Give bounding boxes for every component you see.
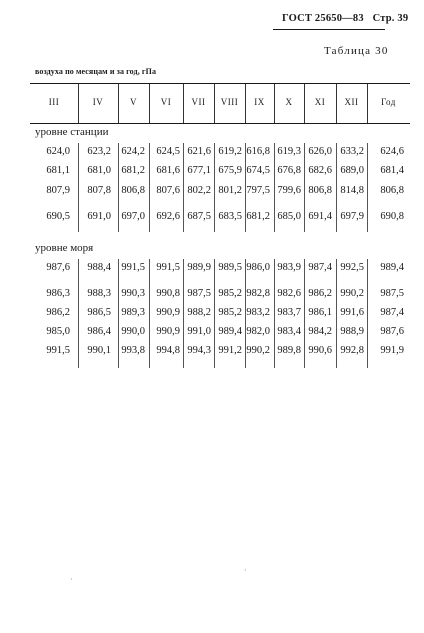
column-header: XI [314, 97, 326, 107]
table-cell: 687,5 [187, 211, 211, 222]
table-cell: 986,2 [46, 307, 70, 318]
table-cell: 989,3 [121, 307, 145, 318]
table-cell: 983,7 [277, 307, 301, 318]
table-cell: 991,5 [121, 262, 145, 273]
header-bottom-rule [30, 123, 410, 124]
table-cell: 807,9 [46, 185, 70, 196]
table-cell: 685,0 [277, 211, 301, 222]
table-cell: 990,0 [121, 326, 145, 337]
table-cell: 982,0 [246, 326, 270, 337]
column-header: VIII [220, 97, 239, 107]
table-cell: 986,3 [46, 288, 70, 299]
table-cell: 987,5 [187, 288, 211, 299]
table-cell: 990,3 [121, 288, 145, 299]
column-header: VII [191, 97, 206, 107]
table-cell: 990,6 [308, 345, 332, 356]
table-cell: 682,6 [308, 165, 332, 176]
column-header: III [48, 97, 60, 107]
column-header: XII [344, 97, 359, 107]
table-cell: 990,2 [246, 345, 270, 356]
table-cell: 697,9 [340, 211, 364, 222]
table-cell: 983,4 [277, 326, 301, 337]
table-cell: 623,2 [87, 146, 111, 157]
table-cell: 986,5 [87, 307, 111, 318]
table-cell: 991,2 [218, 345, 242, 356]
table-cell: 691,0 [87, 211, 111, 222]
table-cell: 994,3 [187, 345, 211, 356]
table-cell: 992,5 [340, 262, 364, 273]
table-cell: 987,4 [308, 262, 332, 273]
table-cell: 624,2 [121, 146, 145, 157]
table-subtitle: воздуха по месяцам и за год, гПа [35, 67, 157, 76]
column-header: IX [254, 97, 265, 107]
table-cell: 697,0 [121, 211, 145, 222]
table-cell: 990,8 [156, 288, 180, 299]
table-cell: 676,8 [277, 165, 301, 176]
table-cell: 674,5 [246, 165, 270, 176]
table-cell: 991,0 [187, 326, 211, 337]
table-cell: 692,6 [156, 211, 180, 222]
table-cell: 616,8 [246, 146, 270, 157]
table-cell: 993,8 [121, 345, 145, 356]
table-cell: 619,2 [218, 146, 242, 157]
table-cell: 994,8 [156, 345, 180, 356]
table-cell: 626,0 [308, 146, 332, 157]
table-cell: 988,9 [340, 326, 364, 337]
table-cell: 989,4 [218, 326, 242, 337]
table-cell: 983,9 [277, 262, 301, 273]
table-cell: 990,1 [87, 345, 111, 356]
table-cell: 991,6 [340, 307, 364, 318]
table-cell: 992,8 [340, 345, 364, 356]
table-cell: 799,6 [277, 185, 301, 196]
table-cell: 985,0 [46, 326, 70, 337]
table-cell: 988,3 [87, 288, 111, 299]
table-cell: 985,2 [218, 307, 242, 318]
column-header: VI [160, 97, 172, 107]
table-cell: 689,0 [340, 165, 364, 176]
table-cell: 989,5 [218, 262, 242, 273]
table-cell: 681,6 [156, 165, 180, 176]
table-cell: 621,6 [187, 146, 211, 157]
table-cell: 802,2 [187, 185, 211, 196]
scan-speck: · [244, 566, 247, 575]
table-cell: 988,4 [87, 262, 111, 273]
column-header: X [285, 97, 293, 107]
table-cell: 806,8 [380, 185, 404, 196]
column-header: Год [381, 97, 396, 107]
column-header: V [130, 97, 137, 107]
table-cell: 987,6 [46, 262, 70, 273]
table-cell: 806,8 [121, 185, 145, 196]
table-cell: 991,9 [380, 345, 404, 356]
table-top-rule [30, 83, 410, 84]
section-label: уровне моря [35, 242, 94, 254]
table-cell: 990,2 [340, 288, 364, 299]
table-cell: 806,8 [308, 185, 332, 196]
table-cell: 986,2 [308, 288, 332, 299]
table-cell: 681,4 [380, 165, 404, 176]
table-cell: 983,2 [246, 307, 270, 318]
table-cell: 691,4 [308, 211, 332, 222]
page-header [282, 13, 408, 24]
table-cell: 681,2 [121, 165, 145, 176]
table-cell: 990,9 [156, 307, 180, 318]
table-cell: 677,1 [187, 165, 211, 176]
table-cell: 797,5 [246, 185, 270, 196]
column-header: IV [92, 97, 104, 107]
table-cell: 986,4 [87, 326, 111, 337]
table-cell: 690,8 [380, 211, 404, 222]
table-cell: 988,2 [187, 307, 211, 318]
header-rule [273, 29, 385, 30]
table-cell: 982,6 [277, 288, 301, 299]
table-cell: 985,2 [218, 288, 242, 299]
table-cell: 987,5 [380, 288, 404, 299]
standard-number: ГОСТ 25650—83 [282, 13, 364, 24]
table-cell: 619,3 [277, 146, 301, 157]
table-cell: 986,1 [308, 307, 332, 318]
table-cell: 989,8 [277, 345, 301, 356]
table-cell: 801,2 [218, 185, 242, 196]
table-cell: 989,9 [187, 262, 211, 273]
table-cell: 984,2 [308, 326, 332, 337]
table-cell: 624,0 [46, 146, 70, 157]
table-cell: 681,0 [87, 165, 111, 176]
table-cell: 987,4 [380, 307, 404, 318]
table-cell: 807,8 [87, 185, 111, 196]
table-cell: 989,4 [380, 262, 404, 273]
table-cell: 683,5 [218, 211, 242, 222]
table-cell: 990,9 [156, 326, 180, 337]
table-cell: 986,0 [246, 262, 270, 273]
table-cell: 624,5 [156, 146, 180, 157]
page-number: Стр. 39 [372, 13, 409, 24]
table-cell: 633,2 [340, 146, 364, 157]
table-cell: 681,2 [246, 211, 270, 222]
section-label: уровне станции [35, 126, 109, 138]
table-cell: 987,6 [380, 326, 404, 337]
table-cell: 991,5 [46, 345, 70, 356]
scan-speck: · [70, 575, 73, 584]
table-cell: 690,5 [46, 211, 70, 222]
table-caption: Таблица 30 [324, 45, 389, 57]
table-cell: 624,6 [380, 146, 404, 157]
table-cell: 807,6 [156, 185, 180, 196]
table-cell: 675,9 [218, 165, 242, 176]
table-cell: 991,5 [156, 262, 180, 273]
table-cell: 982,8 [246, 288, 270, 299]
table-cell: 814,8 [340, 185, 364, 196]
table-cell: 681,1 [46, 165, 70, 176]
